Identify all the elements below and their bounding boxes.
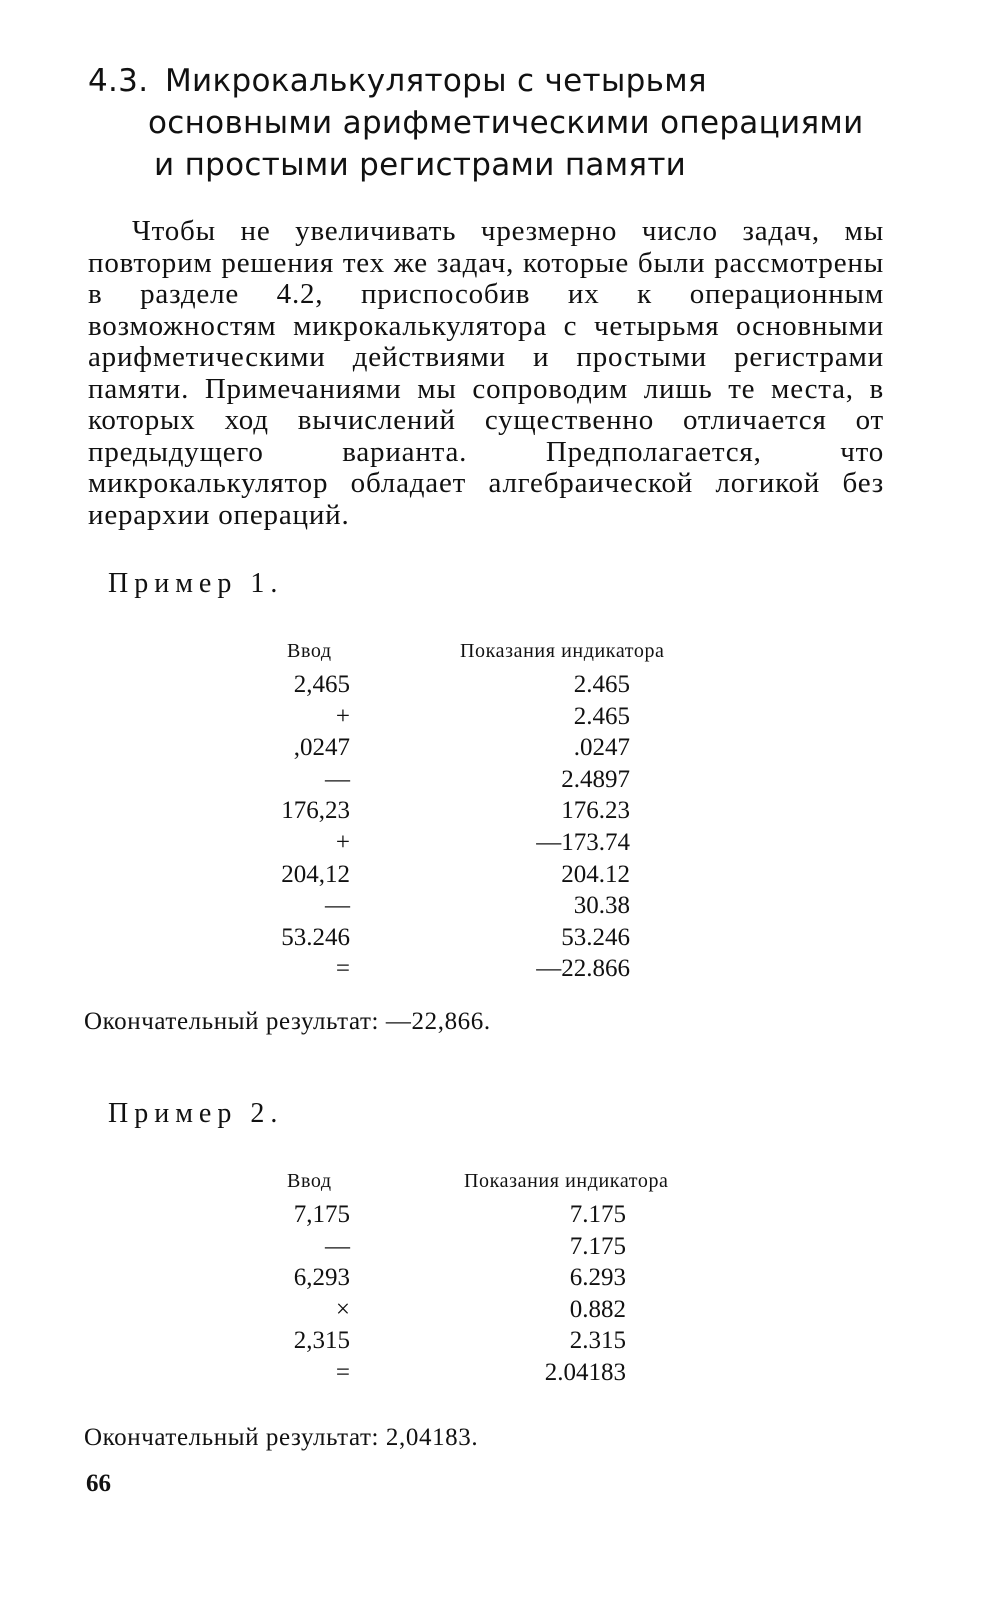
input-cell: + — [335, 829, 350, 856]
table-row — [0, 1327, 982, 1358]
display-cell: 2.315 — [569, 1327, 626, 1355]
display-cell: —173.74 — [536, 829, 630, 856]
example-2-result: Окончательный результат: 2,04183. — [84, 1424, 479, 1451]
section-title-line-1: Микрокалькуляторы с четырьмя — [165, 63, 707, 99]
display-cell: 2.465 — [573, 671, 630, 698]
input-cell: 2,315 — [293, 1327, 350, 1355]
column-header-input: Ввод — [287, 1170, 332, 1192]
display-cell: .0247 — [573, 734, 630, 762]
table-row — [0, 861, 982, 892]
table-row — [0, 1296, 982, 1327]
table-row — [0, 766, 982, 797]
column-header-display: Показания индикатора — [464, 1170, 669, 1192]
example-1-result: Окончательный результат: —22,866. — [84, 1008, 491, 1035]
input-cell: ,0247 — [293, 734, 350, 762]
display-cell: 2.4897 — [561, 765, 630, 793]
input-cell: = — [335, 1359, 350, 1386]
table-row — [0, 924, 982, 955]
table-row — [0, 734, 982, 765]
table-row — [0, 1359, 982, 1390]
table-row — [0, 797, 982, 828]
section-title-line-2: основными арифметическими операциями — [148, 105, 864, 141]
section-title-line-3: и простыми регистрами памяти — [154, 147, 687, 183]
table-row — [0, 1201, 982, 1232]
display-cell: 6.293 — [569, 1264, 626, 1292]
input-cell: + — [335, 702, 350, 730]
example-2-title: Пример 2. — [108, 1098, 284, 1129]
display-cell: 30.38 — [573, 892, 630, 920]
input-cell: 204,12 — [281, 860, 350, 888]
display-cell: 176.23 — [561, 797, 630, 825]
display-cell: 7.175 — [569, 1201, 626, 1228]
table-row — [0, 1233, 982, 1264]
column-header-display: Показания индикатора — [460, 640, 665, 662]
display-cell: 204.12 — [561, 860, 630, 888]
display-cell: 53.246 — [561, 923, 630, 951]
table-row — [0, 1264, 982, 1295]
example-1-title: Пример 1. — [108, 568, 284, 599]
display-cell: 7.175 — [569, 1232, 626, 1260]
page-number: 66 — [86, 1470, 111, 1497]
input-cell: — — [325, 765, 350, 793]
display-cell: 2.04183 — [544, 1359, 626, 1386]
display-cell: 0.882 — [569, 1295, 626, 1323]
input-cell: × — [335, 1295, 350, 1323]
section-number: 4.3. — [88, 63, 149, 99]
input-cell: — — [325, 892, 350, 920]
display-cell: —22.866 — [536, 955, 630, 983]
table-row — [0, 671, 982, 702]
input-cell: 2,465 — [293, 671, 350, 698]
display-cell: 2.465 — [573, 702, 630, 730]
input-cell: 6,293 — [293, 1264, 350, 1292]
column-header-input: Ввод — [287, 640, 332, 662]
input-cell: — — [325, 1232, 350, 1260]
table-row — [0, 703, 982, 734]
input-cell: 7,175 — [293, 1201, 350, 1228]
input-cell: 53.246 — [281, 923, 350, 951]
body-paragraph: Чтобы не увеличивать чрезмерно число задач, мы повторим решения тех же задач, которые были рассмотрены в разделе 4.2, приспособив их к операционным возможностям микрокалькулятора с четырьмя основными арифметическими действиями и простыми регистрами памяти. Примечаниями мы сопроводим лишь те места, в которых ход вычислений существенно отличается от предыдущего варианта. Предполагается, что микрокалькулятор обладает алгебраической логикой без иерархии операций. — [88, 215, 884, 531]
input-cell: = — [335, 955, 350, 983]
table-row — [0, 955, 982, 986]
table-row — [0, 892, 982, 923]
table-row — [0, 829, 982, 860]
input-cell: 176,23 — [281, 797, 350, 825]
